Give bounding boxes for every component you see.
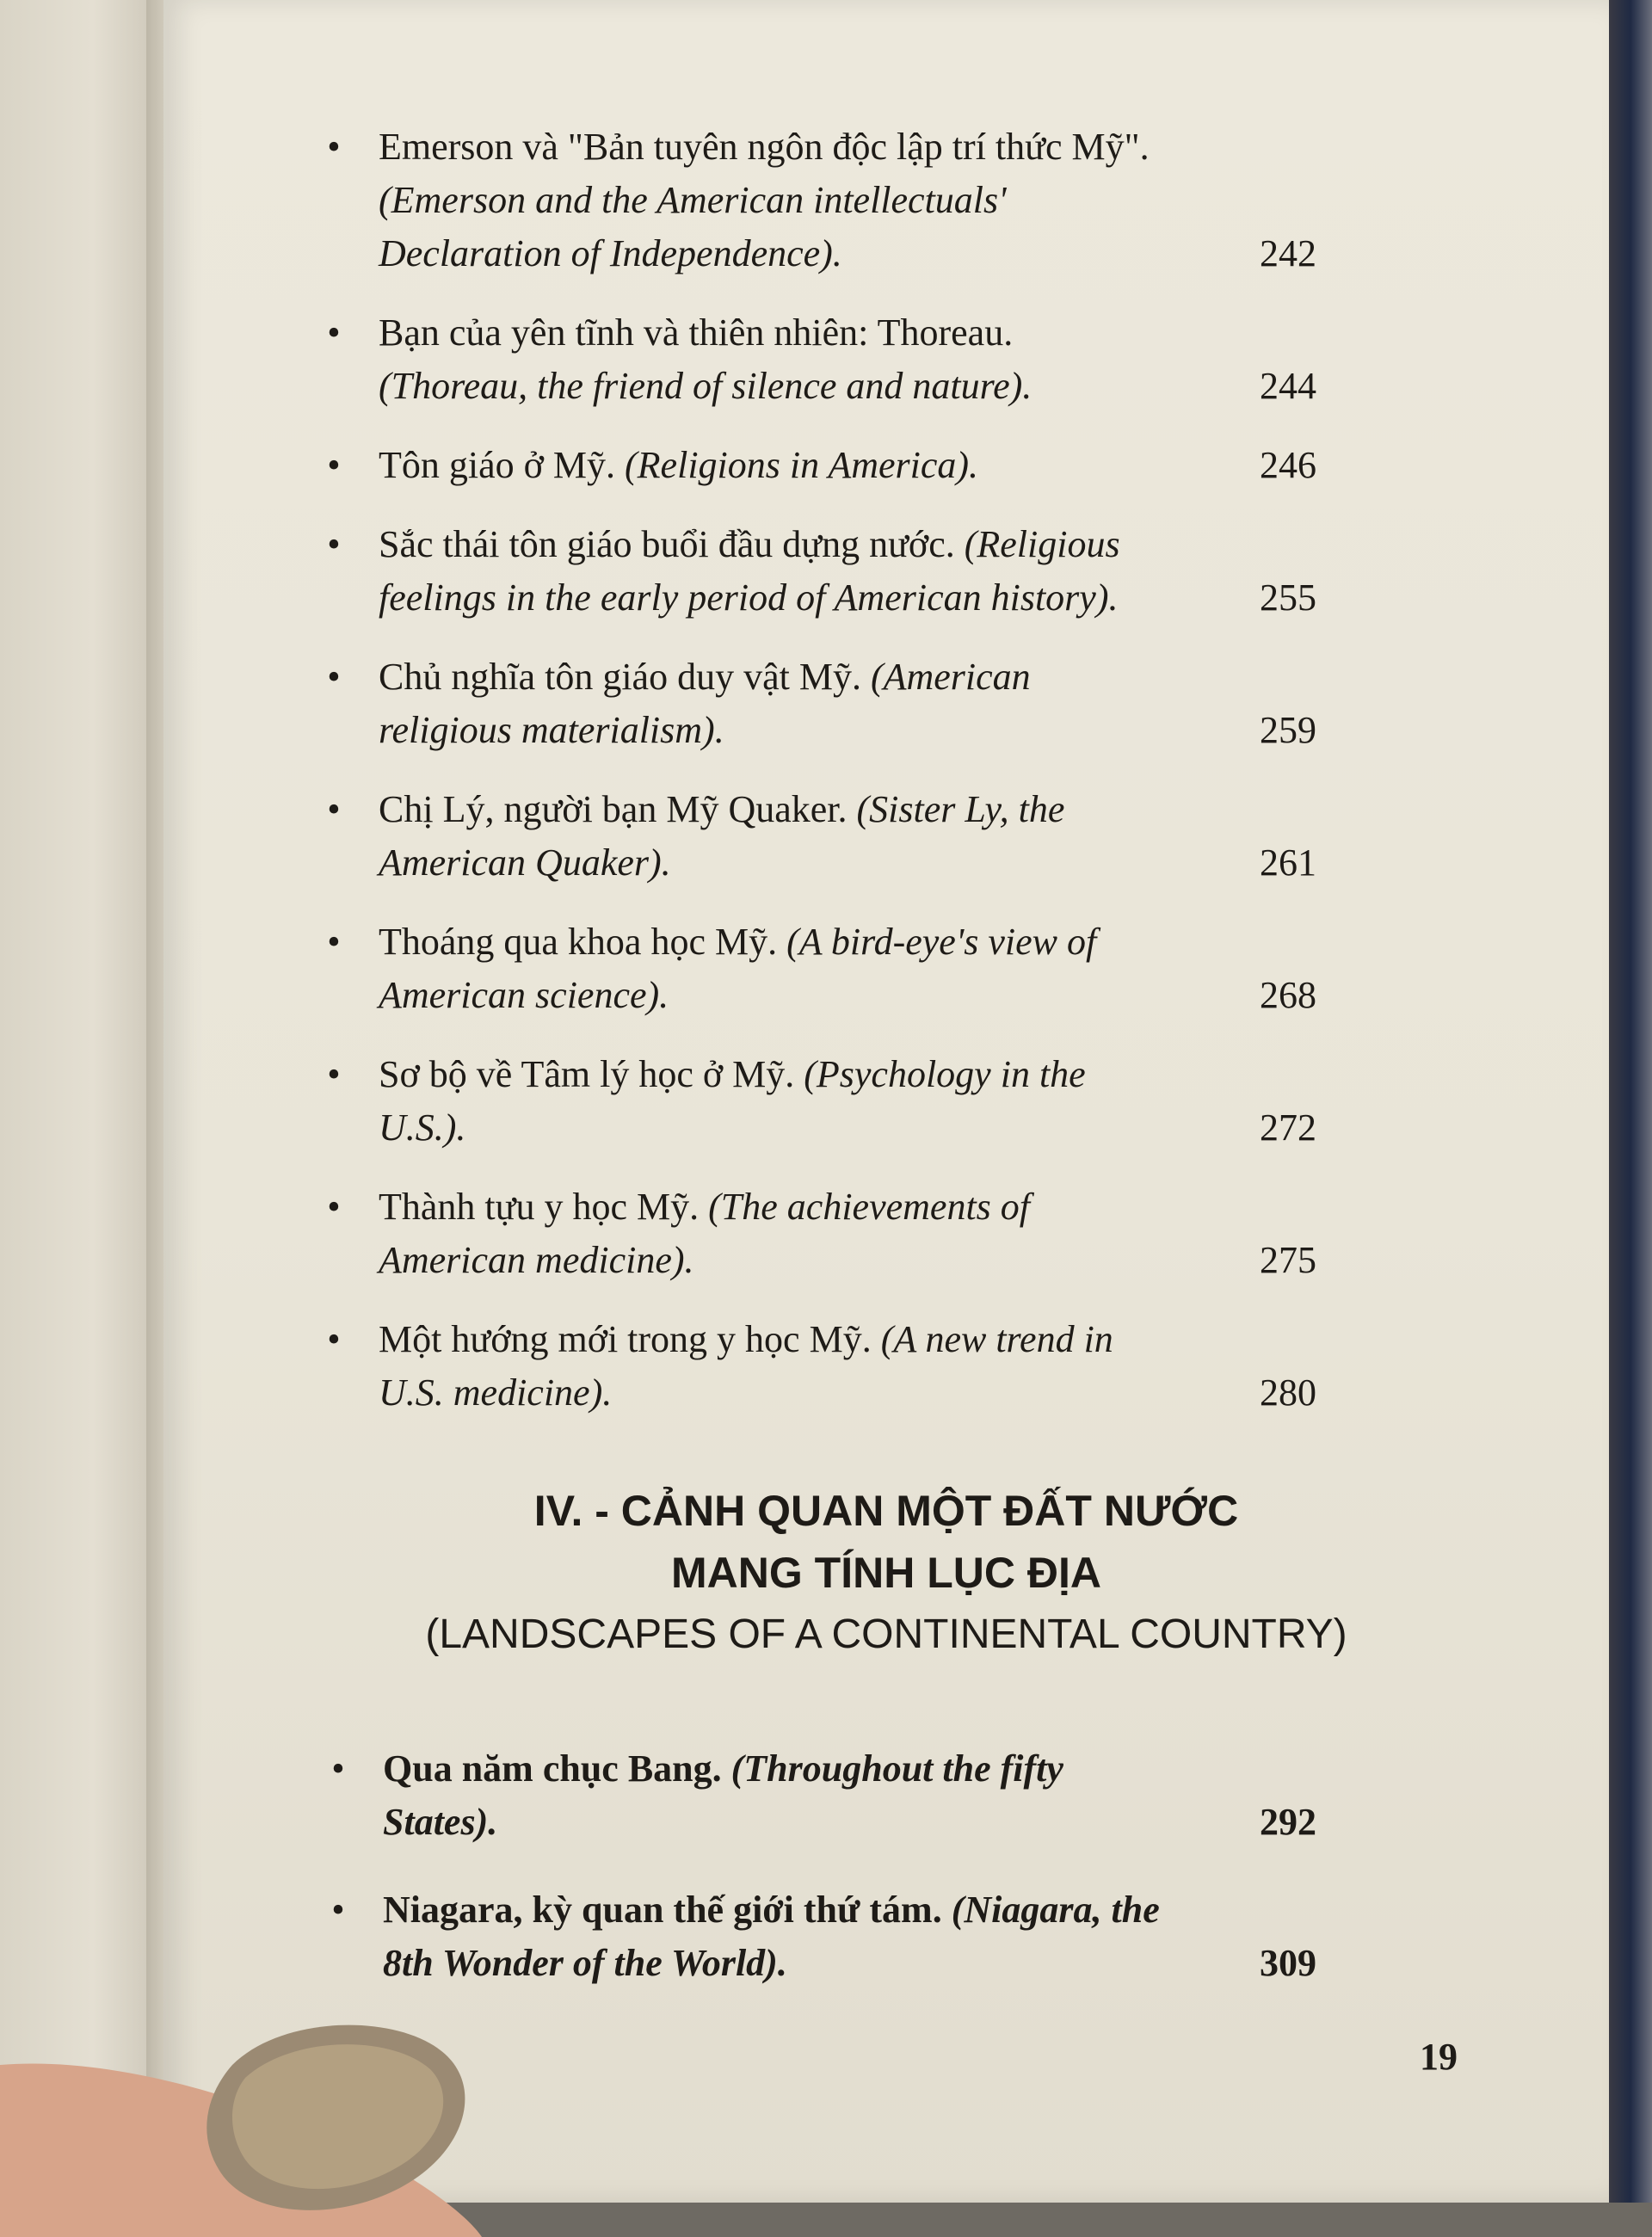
bullet-icon: • <box>327 1318 341 1360</box>
toc-entry <box>327 1313 1316 1420</box>
entry-title: Một hướng mới trong y học Mỹ. (A new trend in U.S. medicine). <box>379 1318 1113 1414</box>
bullet-icon: • <box>327 656 341 698</box>
page-folio: 19 <box>1420 2036 1458 2078</box>
page-number: 272 <box>1260 1106 1316 1149</box>
toc-entry <box>327 306 1316 413</box>
bullet-icon: • <box>327 444 341 486</box>
left-page-edge <box>0 0 155 2203</box>
page-number: 261 <box>1260 841 1316 884</box>
bullet-icon: • <box>327 788 341 830</box>
entry-title: Qua năm chục Bang. (Throughout the fifty States). <box>383 1747 1063 1843</box>
entry-title: Thành tựu y học Mỹ. (The achievements of American medicine). <box>379 1186 1031 1281</box>
table-of-contents-part-3 <box>198 120 1316 1445</box>
toc-entry <box>327 120 1316 280</box>
page-number: 292 <box>1260 1801 1316 1843</box>
page-number: 268 <box>1260 974 1316 1016</box>
page-number: 280 <box>1260 1371 1316 1414</box>
toc-entry <box>327 1180 1316 1287</box>
page-number: 309 <box>1260 1942 1316 1984</box>
page-number: 246 <box>1260 444 1316 486</box>
entry-title: Niagara, kỳ quan thế giới thứ tám. (Niagara, the 8th Wonder of the World). <box>383 1889 1160 1984</box>
entry-title: Emerson và "Bản tuyên ngôn độc lập trí thức Mỹ". (Emerson and the American intellectuals' Declaration of Independence). <box>379 126 1150 274</box>
entry-title: Tôn giáo ở Mỹ. (Religions in America). <box>379 444 979 486</box>
toc-entry <box>327 1048 1316 1155</box>
page-number: 259 <box>1260 709 1316 751</box>
bullet-icon: • <box>331 1889 345 1931</box>
bullet-icon: • <box>327 523 341 565</box>
page-number: 242 <box>1260 232 1316 274</box>
toc-entry <box>327 915 1316 1022</box>
toc-entry <box>331 1742 1316 1849</box>
page-number: 244 <box>1260 365 1316 407</box>
entry-title: Chị Lý, người bạn Mỹ Quaker. (Sister Ly, the American Quaker). <box>379 788 1065 884</box>
section-heading-line-1: IV. - CẢNH QUAN MỘT ĐẤT NƯỚC <box>533 1487 1239 1535</box>
entry-title: Chủ nghĩa tôn giáo duy vật Mỹ. (American religious materialism). <box>379 656 1031 751</box>
toc-entry <box>327 518 1316 625</box>
fingertip-with-glitter-nail <box>0 1962 482 2237</box>
bullet-icon: • <box>327 311 341 354</box>
toc-entry <box>327 650 1316 757</box>
section-heading-english: (LANDSCAPES OF A CONTINENTAL COUNTRY) <box>425 1612 1347 1657</box>
entry-title: Sắc thái tôn giáo buổi đầu dựng nước. (Religious feelings in the early period of American history). <box>379 523 1120 619</box>
entry-title: Sơ bộ về Tâm lý học ở Mỹ. (Psychology in the U.S.). <box>379 1053 1086 1149</box>
bullet-icon: • <box>327 126 341 168</box>
page-number: 255 <box>1260 576 1316 619</box>
toc-entry <box>331 1883 1316 1990</box>
entry-title: Thoáng qua khoa học Mỹ. (A bird-eye's view of American science). <box>379 921 1097 1016</box>
page-number: 275 <box>1260 1239 1316 1281</box>
section-heading-line-2: MANG TÍNH LỤC ĐỊA <box>671 1549 1101 1597</box>
bullet-icon: • <box>327 921 341 963</box>
toc-entry <box>327 439 1316 492</box>
bullet-icon: • <box>331 1747 345 1790</box>
entry-title: Bạn của yên tĩnh và thiên nhiên: Thoreau. (Thoreau, the friend of silence and nature). <box>379 311 1032 407</box>
section-heading <box>327 1480 1446 1666</box>
background-edge <box>1609 0 1652 2203</box>
bullet-icon: • <box>327 1053 341 1095</box>
toc-entry <box>327 783 1316 890</box>
bullet-icon: • <box>327 1186 341 1228</box>
